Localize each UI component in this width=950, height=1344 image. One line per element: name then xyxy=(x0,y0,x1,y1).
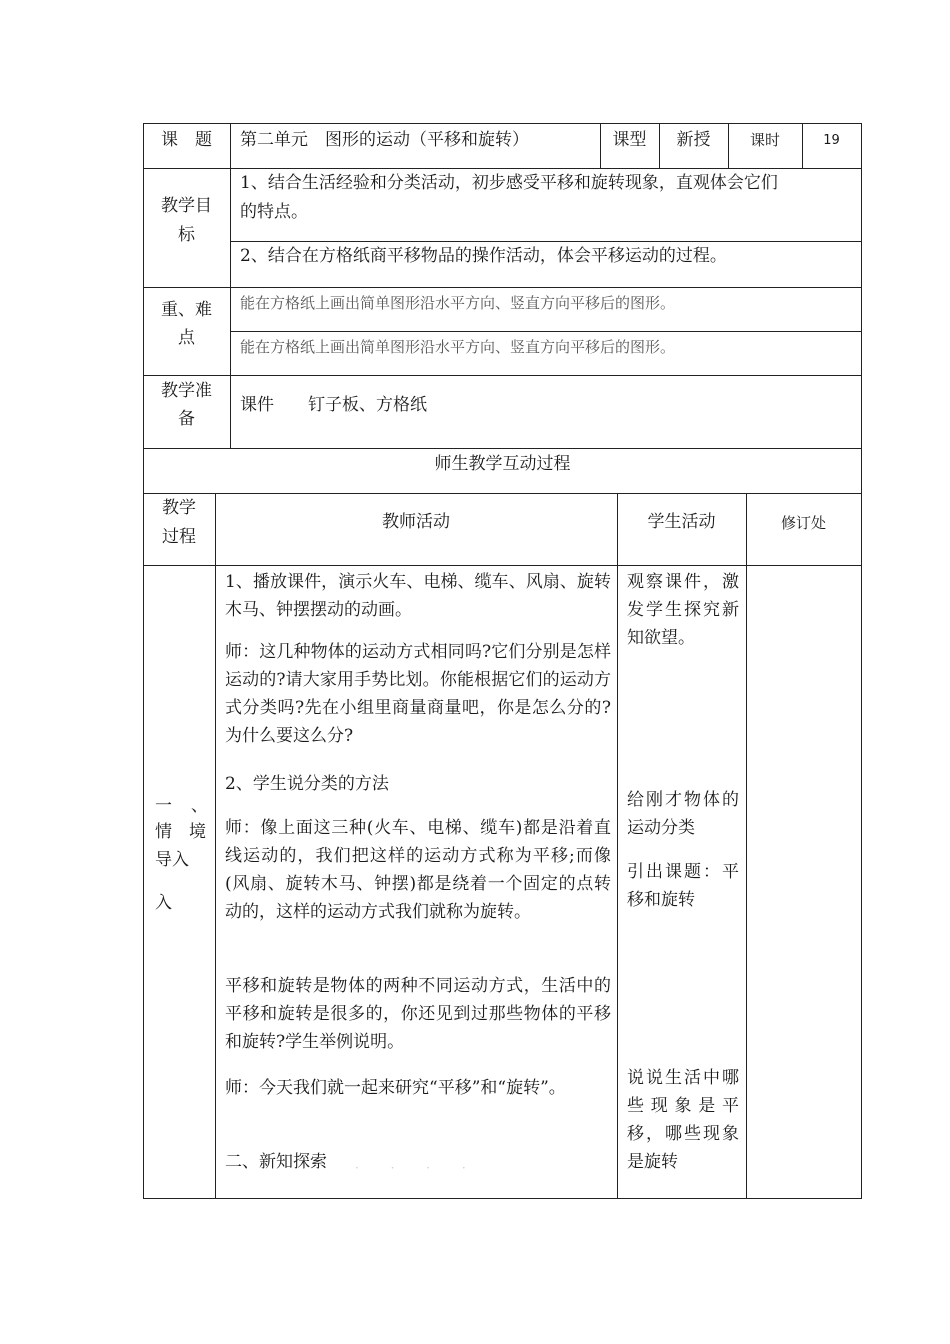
teacher-activity-6: 师：今天我们就一起来研究“平移”和“旋转”。 xyxy=(225,1078,566,1098)
teacher-activity-4: 师：像上面这三种(火车、电梯、缆车)都是沿着直线运动的，我们把这样的运动方式称为平移;而像(风扇、旋转木马、钟摆)都是绕着一个固定的点转动的，这样的运动方式我们就称为旋转。 xyxy=(225,818,611,922)
objective-1-line2: 的特点。 xyxy=(240,202,308,222)
teacher-activity-7: 二、新知探索 xyxy=(225,1152,327,1172)
student-activity-3: 引出课题：平移和旋转 xyxy=(627,862,739,910)
col-revision: 修订处 xyxy=(780,514,826,532)
prep-label-line2: 备 xyxy=(178,409,195,429)
objectives-label-line2: 标 xyxy=(178,225,195,245)
difficult-point: 能在方格纸上画出简单图形沿水平方向、竖直方向平移后的图形。 xyxy=(240,338,676,356)
lesson-type-label: 课型 xyxy=(612,130,647,150)
teacher-activity-3: 2、学生说分类的方法 xyxy=(225,774,389,794)
prep-label-line1: 教学准 xyxy=(161,381,212,401)
stage-line2: 情 境 xyxy=(155,822,206,842)
keypoints-label-line2: 点 xyxy=(178,328,195,348)
period-label: 课时 xyxy=(749,131,780,149)
objectives-label-line1: 教学目 xyxy=(161,196,212,216)
student-activity-4: 说说生活中哪些现象是平移，哪些现象是旋转 xyxy=(627,1068,739,1172)
lesson-type-value: 新授 xyxy=(676,130,711,150)
stage-line4: 入 xyxy=(155,893,172,913)
col-process-line1: 教学 xyxy=(162,498,196,518)
col-student-activity: 学生活动 xyxy=(647,512,716,532)
stage-line1: 一 、 xyxy=(155,796,209,816)
teacher-activity-2: 师：这几种物体的运动方式相同吗?它们分别是怎样运动的?请大家用手势比划。你能根据它们的运动方式分类吗?先在小组里商量商量吧，你是怎么分的?为什么要这么分? xyxy=(225,642,611,746)
teacher-activity-5: 平移和旋转是物体的两种不同运动方式，生活中的平移和旋转是很多的，你还见到过那些物体的平移和旋转?学生举例说明。 xyxy=(225,976,611,1052)
lesson-topic: 第二单元 图形的运动（平移和旋转） xyxy=(240,130,529,150)
stage-line3: 导入 xyxy=(155,850,189,870)
process-title: 师生教学互动过程 xyxy=(434,454,571,474)
topic-label: 课 题 xyxy=(161,130,212,150)
prep-content: 课件 钉子板、方格纸 xyxy=(240,395,427,415)
teacher-activity-1: 1、播放课件，演示火车、电梯、缆车、风扇、旋转木马、钟摆摆动的动画。 xyxy=(225,572,611,620)
key-point: 能在方格纸上画出简单图形沿水平方向、竖直方向平移后的图形。 xyxy=(240,294,676,312)
objective-1-line1: 1、结合生活经验和分类活动，初步感受平移和旋转现象，直观体会它们 xyxy=(240,173,778,193)
objective-2: 2、结合在方格纸商平移物品的操作活动，体会平移运动的过程。 xyxy=(240,246,727,266)
student-activity-1: 观察课件，激发学生探究新知欲望。 xyxy=(627,572,739,648)
keypoints-label-line1: 重、难 xyxy=(161,300,212,320)
col-teacher-activity: 教师活动 xyxy=(382,512,450,532)
faint-marks: · · · · xyxy=(355,1161,480,1175)
student-activity-2: 给刚才物体的运动分类 xyxy=(627,790,739,838)
period-value: 19 xyxy=(823,133,840,148)
col-process-line2: 过程 xyxy=(162,527,196,547)
